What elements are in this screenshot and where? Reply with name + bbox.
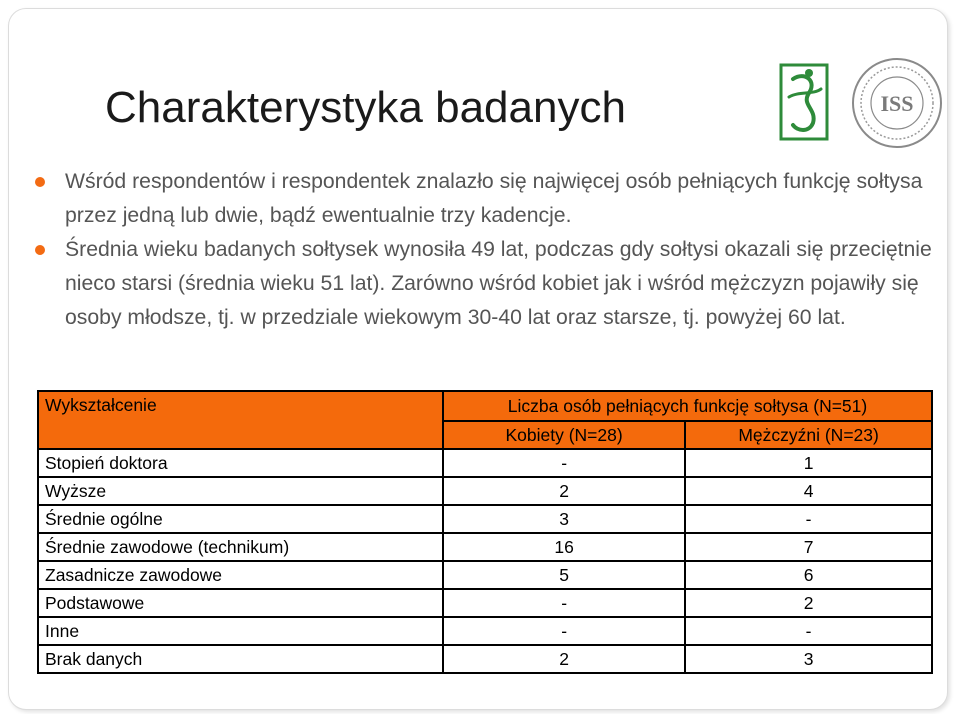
- men-count-cell: 1: [685, 449, 932, 477]
- men-count-cell: 2: [685, 589, 932, 617]
- table-row: [38, 645, 932, 673]
- table-row: [38, 533, 932, 561]
- men-header: Mężczyźni (N=23): [685, 421, 932, 449]
- table-row: [38, 617, 932, 645]
- women-count-cell: -: [443, 617, 685, 645]
- logos: [779, 51, 948, 151]
- slide: [8, 8, 948, 710]
- education-header: Wykształcenie: [38, 391, 443, 449]
- education-level-cell: Brak danych: [38, 645, 443, 673]
- bullet-dot-icon: [35, 245, 45, 255]
- bullet-list: [33, 165, 938, 335]
- education-level-cell: Zasadnicze zawodowe: [38, 561, 443, 589]
- education-level-cell: Stopień doktora: [38, 449, 443, 477]
- group-header: Liczba osób pełniących funkcję sołtysa (N=51): [443, 391, 932, 421]
- women-header: Kobiety (N=28): [443, 421, 685, 449]
- education-level-cell: Wyższe: [38, 477, 443, 505]
- women-count-cell: 3: [443, 505, 685, 533]
- table-header-row: [38, 391, 932, 421]
- education-level-cell: Średnie ogólne: [38, 505, 443, 533]
- women-count-cell: 5: [443, 561, 685, 589]
- table-row: [38, 449, 932, 477]
- men-count-cell: 7: [685, 533, 932, 561]
- table-row: [38, 477, 932, 505]
- iss-seal-logo: [853, 59, 941, 147]
- women-count-cell: 2: [443, 645, 685, 673]
- table-row: [38, 561, 932, 589]
- women-count-cell: 2: [443, 477, 685, 505]
- men-count-cell: 4: [685, 477, 932, 505]
- table-body: [38, 449, 932, 673]
- men-count-cell: -: [685, 505, 932, 533]
- green-figure-logo: [781, 65, 827, 139]
- men-count-cell: 6: [685, 561, 932, 589]
- education-level-cell: Inne: [38, 617, 443, 645]
- education-level-cell: Podstawowe: [38, 589, 443, 617]
- bullet-text: Średnia wieku badanych sołtysek wynosiła 49 lat, podczas gdy sołtysi okazali się przeciętnie nieco starsi (średnia wieku 51 lat). Zarówno wśród kobiet jak i wśród mężczyzn pojawiły się osoby młodsze, tj. w przedziale wiekowym 30-40 lat oraz starsze, tj. powyżej 60 lat.: [65, 238, 932, 329]
- iss-logo-text: ISS: [880, 91, 914, 116]
- table-row: [38, 589, 932, 617]
- page-title: Charakterystyka badanych: [105, 83, 626, 132]
- bullet-item: [33, 165, 938, 233]
- women-count-cell: 16: [443, 533, 685, 561]
- table-row: [38, 505, 932, 533]
- education-table: [37, 390, 933, 674]
- men-count-cell: 3: [685, 645, 932, 673]
- women-count-cell: -: [443, 589, 685, 617]
- bullet-item: [33, 233, 938, 335]
- education-level-cell: Średnie zawodowe (technikum): [38, 533, 443, 561]
- bullet-text: Wśród respondentów i respondentek znalazło się najwięcej osób pełniących funkcję sołtysa przez jedną lub dwie, bądź ewentualnie trzy kadencje.: [65, 170, 923, 227]
- men-count-cell: -: [685, 617, 932, 645]
- women-count-cell: -: [443, 449, 685, 477]
- bullet-dot-icon: [35, 177, 45, 187]
